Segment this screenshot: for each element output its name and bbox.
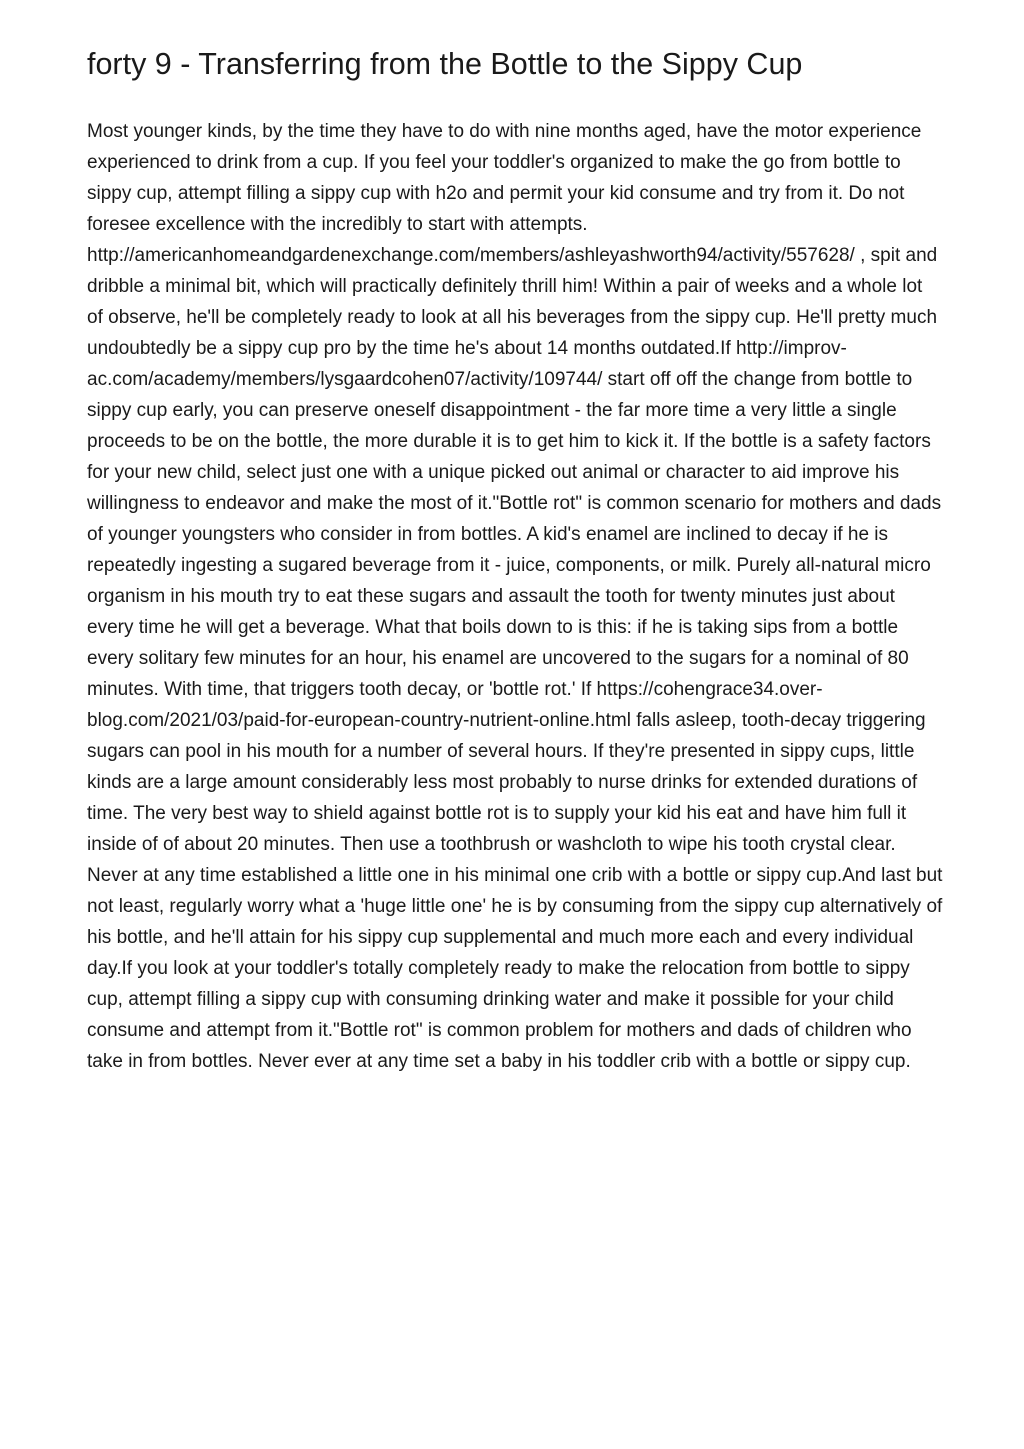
body-paragraph: Most younger kinds, by the time they have to do with nine months aged, have the motor experience experienced to drink from a cup. If you feel your toddler's organized to make the go from bottle to sippy cup, attempt filling a sippy cup with h2o and permit your kid consume and try from it. Do not foresee excellence with the incredibly to start with attempts. http://americanhomeandgardenexchange.com/members/ashleyashworth94/activity/557628/ , spit and dribble a minimal bit, which will practically definitely thrill him! Within a pair of weeks and a whole lot of observe, he'll be completely ready to look at all his beverages from the sippy cup. He'll pretty much undoubtedly be a sippy cup pro by the time he's about 14 months outdated.If http://improv-ac.com/academy/members/lysgaardcohen07/activity/109744/ start off off the change from bottle to sippy cup early, you can preserve oneself disappointment - the far more time a very little a single proceeds to be on the bottle, the more durable it is to get him to kick it. If the bottle is a safety factors for your new child, select just one with a unique picked out animal or character to aid improve his willingness to endeavor and make the most of it."Bottle rot" is common scenario for mothers and dads of younger youngsters who consider in from bottles. A kid's enamel are inclined to decay if he is repeatedly ingesting a sugared beverage from it - juice, components, or milk. Purely all-natural micro organism in his mouth try to eat these sugars and assault the tooth for twenty minutes just about every time he will get a beverage. What that boils down to is this: if he is taking sips from a bottle every solitary few minutes for an hour, his enamel are uncovered to the sugars for a nominal of 80 minutes. With time, that triggers tooth decay, or 'bottle rot.' If https://cohengrace34.over-blog.com/2021/03/paid-for-european-country-nutrient-online.html falls asleep, tooth-decay triggering sugars can pool in his mouth for a number of several hours. If they're presented in sippy cups, little kinds are a large amount considerably less most probably to nurse drinks for extended durations of time. The very best way to shield against bottle rot is to supply your kid his eat and have him full it inside of of about 20 minutes. Then use a toothbrush or washcloth to wipe his tooth crystal clear. Never at any time established a little one in his minimal one crib with a bottle or sippy cup.And last but not least, regularly worry what a 'huge little one' he is by consuming from the sippy cup alternatively of his bottle, and he'll attain for his sippy cup supplemental and much more each and every individual day.If you look at your toddler's totally completely ready to make the relocation from bottle to sippy cup, attempt filling a sippy cup with consuming drinking water and make it possible for your child consume and attempt from it."Bottle rot" is common problem for mothers and dads of children who take in from bottles. Never ever at any time set a baby in his toddler crib with a bottle or sippy cup. — [87, 121, 943, 1072]
document-page — [87, 42, 943, 1077]
page-title: forty 9 - Transferring from the Bottle to the Sippy Cup — [87, 47, 803, 81]
